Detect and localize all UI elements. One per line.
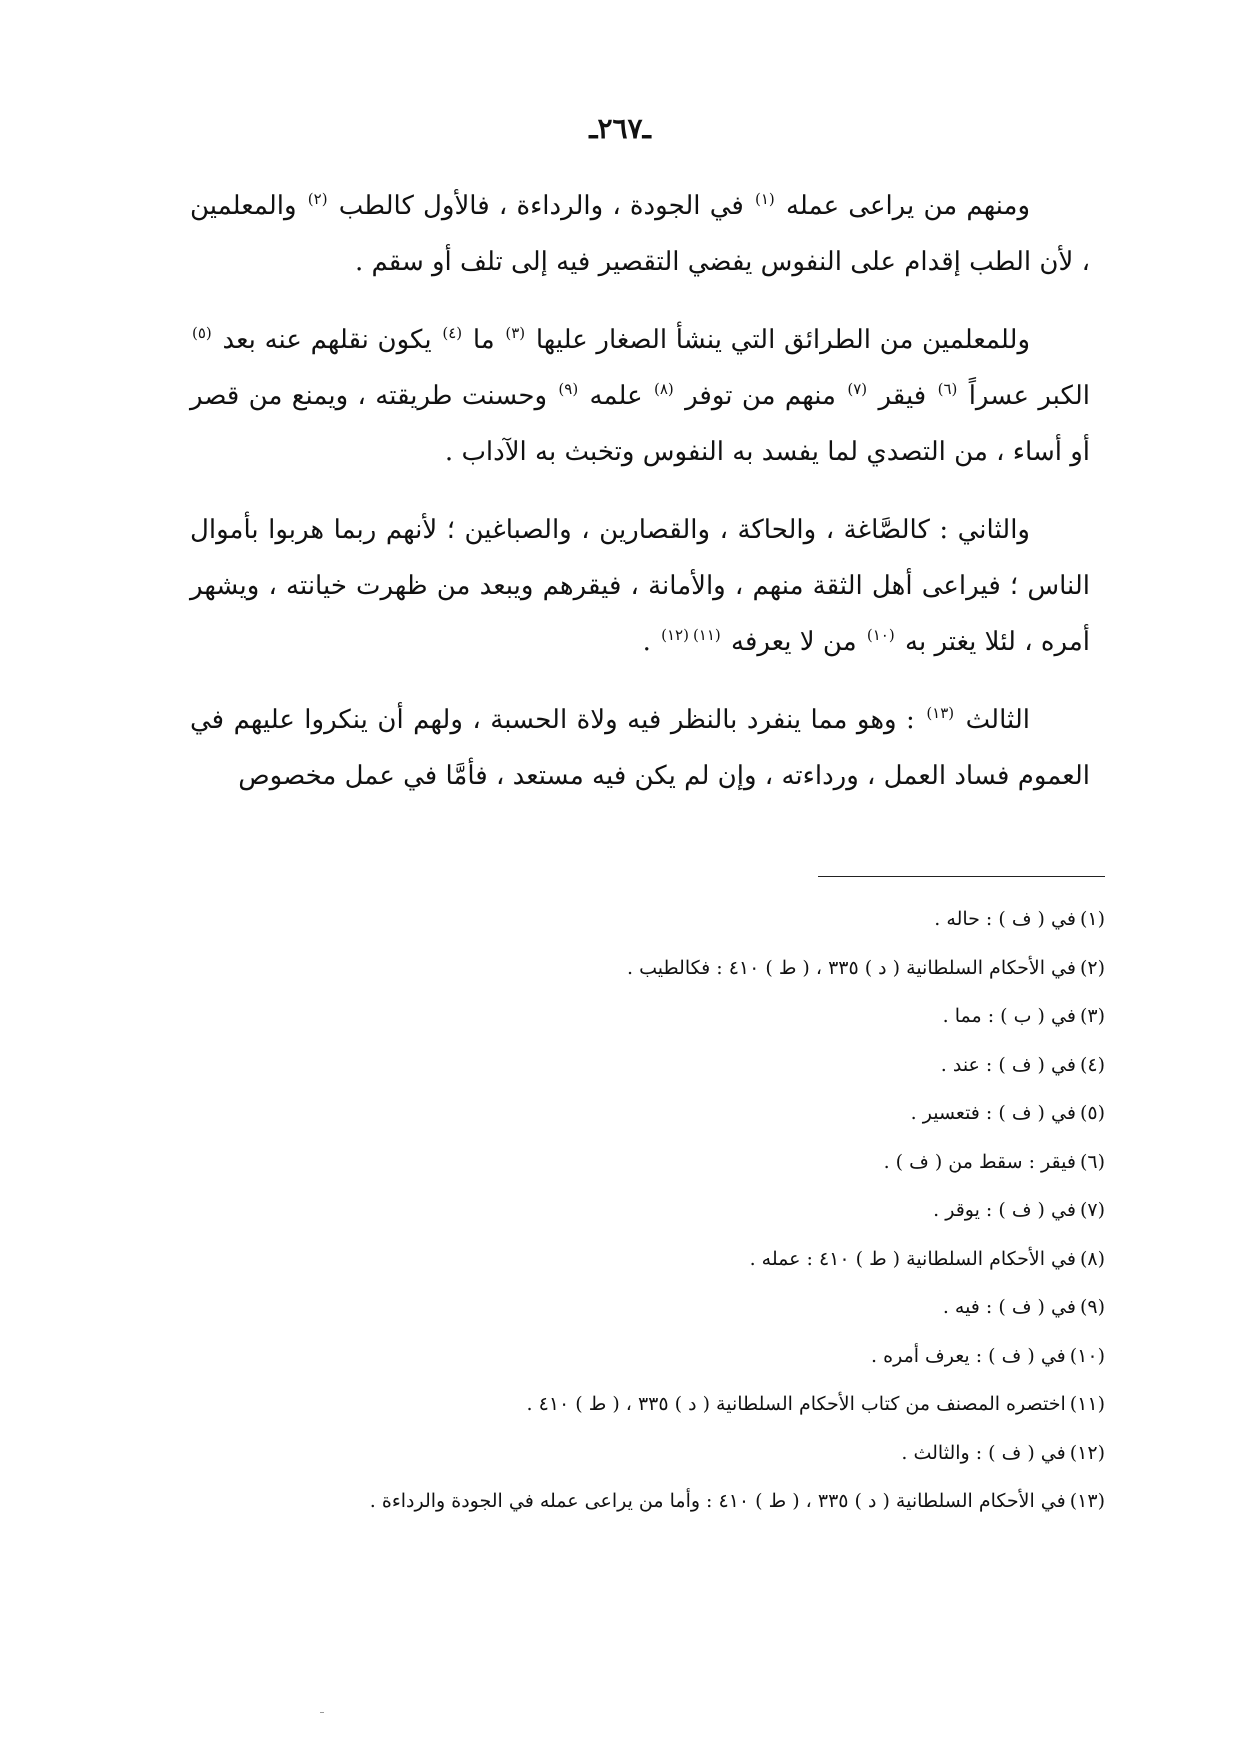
footnote-number: (١٣)	[1069, 1490, 1105, 1512]
footnote-item	[190, 992, 1105, 1041]
footnote-text: فيقر : سقط من ( ف ) .	[883, 1150, 1076, 1173]
footnote-ref[interactable]: (١)	[755, 190, 775, 209]
footnote-item	[190, 895, 1105, 944]
footnote-ref[interactable]: (١١)	[692, 626, 721, 645]
paragraph-text: من لا يعرفه	[731, 627, 857, 657]
footnote-text: في ( ف ) : فيه .	[942, 1296, 1076, 1318]
footnote-number: (٤)	[1079, 1053, 1105, 1076]
paragraph-text: : وهو مما ينفرد بالنظر فيه ولاة الحسبة ، ولهم أن ينكروا عليهم في العموم فساد العمل ، ورداءته ، وإن لم يكن فيه مستعد ، فأمَّا في عمل مخصوص	[190, 705, 1090, 791]
footnote-number: (١)	[1079, 908, 1105, 930]
footnote-ref[interactable]: (٩)	[558, 380, 579, 399]
paragraph-text: والمعلمين ، لأن الطب إقدام على النفوس يفضي التقصير فيه إلى تلف أو سقم .	[190, 191, 1090, 277]
footnote-item	[190, 1283, 1105, 1332]
footnote-item	[190, 1235, 1105, 1284]
paragraph-text: فيقر	[878, 381, 927, 411]
footnote-text: اختصره المصنف من كتاب الأحكام السلطانية ( د ) ٣٣٥ ، ( ط ) ٤١٠ .	[526, 1393, 1066, 1415]
footnote-ref[interactable]: (١٠)	[866, 626, 895, 645]
footnote-text: في ( ف ) : عند .	[940, 1053, 1076, 1076]
footnote-number: (١١)	[1069, 1393, 1105, 1415]
scan-speck	[320, 1712, 324, 1713]
paragraph-text: وحسنت طريقته ، ويمنع من قصر أو أساء ، من التصدي لما يفسد به النفوس وتخبث به الآداب .	[190, 381, 1090, 467]
footnote-number: (٨)	[1079, 1247, 1105, 1270]
footnote-item	[190, 1041, 1105, 1090]
paragraph-4	[190, 692, 1090, 804]
footnote-ref[interactable]: (٨)	[653, 380, 674, 399]
footnote-text: في ( ف ) : يوقر .	[933, 1199, 1076, 1221]
paragraph-text: منهم من توفر	[685, 381, 836, 411]
footnote-text: في الأحكام السلطانية ( ط ) ٤١٠ : عمله .	[749, 1247, 1076, 1270]
footnote-ref[interactable]: (٣)	[505, 324, 526, 343]
footnote-number: (١٢)	[1069, 1441, 1105, 1464]
page-number: ـ٢٦٧ـ	[589, 112, 651, 145]
footnote-number: (٢)	[1079, 956, 1105, 979]
paragraph-1	[190, 178, 1090, 290]
footnote-ref[interactable]: (٧)	[847, 380, 868, 399]
paragraph-text: يكون نقلهم عنه بعد	[222, 325, 432, 355]
footnote-item	[190, 1429, 1105, 1478]
footnote-text: في ( ف ) : يعرف أمره .	[871, 1344, 1066, 1367]
footnote-number: (١٠)	[1069, 1344, 1105, 1367]
footnote-item	[190, 944, 1105, 993]
paragraph-text: ومنهم من يراعى عمله	[785, 191, 1031, 221]
paragraph-text: والثاني : كالصَّاغة ، والحاكة ، والقصارين ، والصباغين ؛ لأنهم ربما هربوا بأموال الناس ؛ فيراعى أهل الثقة منهم ، والأمانة ، فيقرهم ويبعد من ظهرت خيانته ، ويشهر أمره ، لئلا يغتر به	[190, 515, 1090, 657]
footnotes-list	[190, 895, 1105, 1526]
paragraph-text: الكبر عسراً	[968, 381, 1091, 411]
paragraph-text: علمه	[589, 381, 643, 411]
footnote-text: في الأحكام السلطانية ( د ) ٣٣٥ ، ( ط ) ٤١٠ : وأما من يراعى عمله في الجودة والرداءة .	[369, 1490, 1066, 1512]
footnote-separator	[818, 876, 1105, 877]
footnote-item	[190, 1138, 1105, 1187]
footnote-text: في ( ف ) : حاله .	[934, 908, 1076, 930]
paragraph-3	[190, 502, 1090, 670]
paragraph-text: الثالث	[965, 705, 1031, 735]
footnote-number: (٩)	[1079, 1296, 1105, 1318]
footnote-item	[190, 1089, 1105, 1138]
footnote-text: في ( ف ) : والثالث .	[901, 1441, 1066, 1464]
footnote-ref[interactable]: (٥)	[192, 324, 212, 343]
footnote-ref[interactable]: (٤)	[442, 324, 463, 343]
footnote-number: (٣)	[1079, 1005, 1105, 1027]
footnote-item	[190, 1186, 1105, 1235]
footnote-number: (٧)	[1079, 1199, 1105, 1221]
footnote-item	[190, 1332, 1105, 1381]
footnote-text: في ( ف ) : فتعسير .	[910, 1102, 1076, 1124]
footnote-number: (٦)	[1079, 1150, 1105, 1173]
footnote-ref[interactable]: (٢)	[307, 190, 328, 209]
footnote-ref[interactable]: (١٣)	[926, 704, 955, 723]
paragraph-2	[190, 312, 1090, 480]
main-text	[190, 178, 1090, 826]
footnote-ref[interactable]: (٦)	[937, 380, 958, 399]
paragraph-text: ما	[472, 325, 495, 355]
footnote-item	[190, 1380, 1105, 1429]
footnote-item	[190, 1477, 1105, 1526]
paragraph-text: وللمعلمين من الطرائق التي ينشأ الصغار عليها	[535, 325, 1030, 355]
footnote-text: في الأحكام السلطانية ( د ) ٣٣٥ ، ( ط ) ٤١٠ : فكالطيب .	[627, 956, 1076, 979]
footnote-number: (٥)	[1079, 1102, 1105, 1124]
footnote-text: في ( ب ) : مما .	[942, 1005, 1076, 1027]
paragraph-text: .	[642, 627, 651, 657]
footnote-ref[interactable]: (١٢)	[661, 626, 689, 645]
paragraph-text: في الجودة ، والرداءة ، فالأول كالطب	[338, 191, 744, 221]
